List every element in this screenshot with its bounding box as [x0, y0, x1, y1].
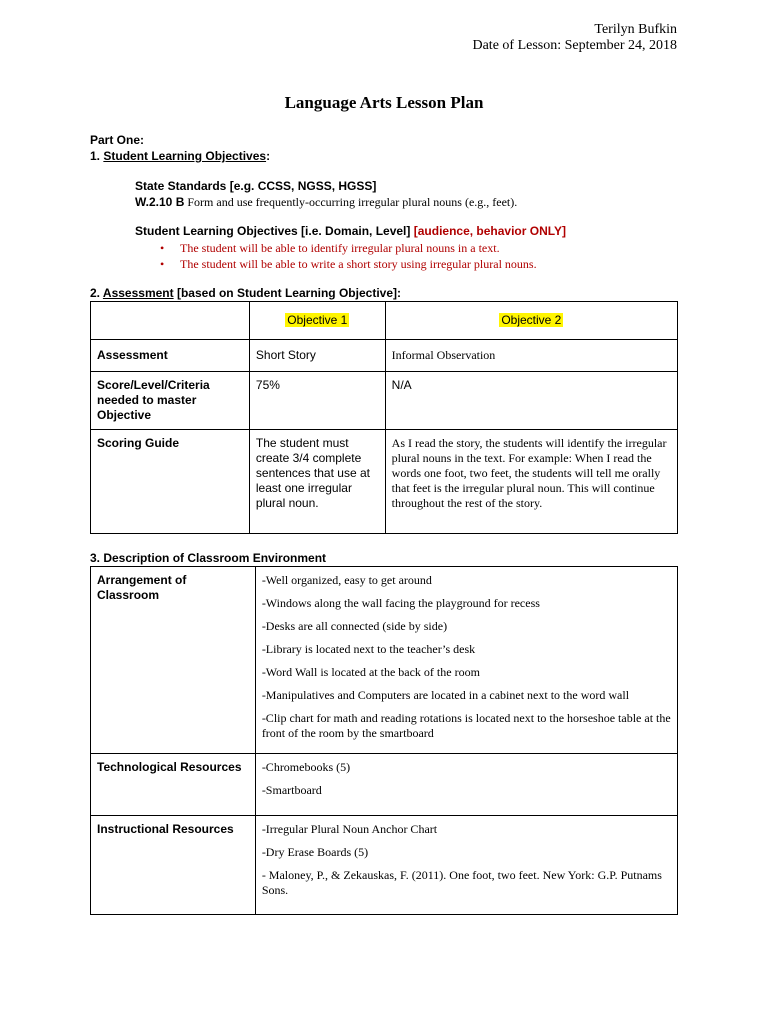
table-row — [91, 567, 678, 754]
row-label: Assessment — [91, 340, 250, 372]
author-name: Terilyn Bufkin — [594, 22, 677, 37]
table-cell: Short Story — [249, 340, 385, 372]
row-label: Scoring Guide — [91, 430, 250, 534]
page-title: Language Arts Lesson Plan — [284, 93, 484, 112]
table-header-cell — [385, 302, 677, 340]
table-cell — [255, 816, 677, 915]
section-2-label: Assessment — [102, 286, 174, 300]
list-item: -Irregular Plural Noun Anchor Chart — [261, 822, 438, 836]
section-1-colon: : — [266, 149, 271, 163]
list-item: -Dry Erase Boards (5) — [261, 845, 369, 859]
objectives-heading: Student Learning Objectives [i.e. Domain, Level] — [135, 224, 411, 238]
table-cell: The student must create 3/4 complete sentences that use at least one irregular plural noun. — [249, 430, 385, 534]
section-2-number: 2. — [90, 286, 101, 300]
list-item: -Smartboard — [261, 783, 322, 797]
section-2-note: [based on Student Learning Objective]: — [176, 286, 401, 300]
standard-code: W.2.10 B — [135, 195, 185, 209]
objective-item: • The student will be able to write a short story using irregular plural nouns. — [160, 256, 537, 272]
table-row — [91, 816, 678, 915]
objective-2-header: Objective 2 — [501, 313, 562, 327]
table-cell: N/A — [385, 372, 677, 430]
list-item: -Word Wall is located at the back of the room — [261, 665, 480, 679]
list-item: -Desks are all connected (side by side) — [261, 619, 448, 633]
objectives-heading-line — [135, 224, 566, 238]
row-label: Technological Resources — [91, 754, 256, 816]
section-3-heading: 3. Description of Classroom Environment — [90, 551, 327, 565]
list-item: -Well organized, easy to get around — [261, 573, 432, 587]
table-row — [91, 340, 678, 372]
lesson-date: Date of Lesson: September 24, 2018 — [472, 38, 677, 53]
row-label: Score/Level/Criteria needed to master Objective — [91, 372, 250, 430]
standard-text: Form and use frequently-occurring irregular plural nouns (e.g., feet). — [187, 195, 518, 209]
list-item: -Clip chart for math and reading rotations is located next to the horseshoe table at the front of the room by the smartboard — [261, 711, 671, 740]
section-2-heading — [90, 286, 401, 300]
section-1-heading — [90, 149, 270, 163]
environment-table — [90, 566, 678, 915]
table-row — [91, 430, 678, 534]
standard-line — [135, 195, 517, 210]
objectives-list — [160, 240, 537, 272]
section-1-label: Student Learning Objectives — [103, 149, 267, 163]
table-cell-empty — [91, 302, 250, 340]
objective-1-header: Objective 1 — [287, 313, 348, 327]
table-header-cell — [249, 302, 385, 340]
list-item: - Maloney, P., & Zekauskas, F. (2011). One foot, two feet. New York: G.P. Putnams Sons. — [261, 868, 662, 897]
row-label: Instructional Resources — [91, 816, 256, 915]
table-row — [91, 754, 678, 816]
list-item: -Library is located next to the teacher’s desk — [261, 642, 476, 656]
row-label: Arrangement of Classroom — [91, 567, 256, 754]
objective-item: • The student will be able to identify irregular plural nouns in a text. — [160, 240, 537, 256]
section-1-number: 1. — [90, 149, 101, 163]
standards-heading: State Standards [e.g. CCSS, NGSS, HGSS] — [135, 179, 377, 193]
table-cell: 75% — [249, 372, 385, 430]
table-cell: As I read the story, the students will identify the irregular plural nouns in the text. For example: When I read the words one foot, two feet, the students will tell me orally that feet is the irregular plural noun. This will continue throughout the rest of the story. — [385, 430, 677, 534]
table-cell: Informal Observation — [385, 340, 677, 372]
table-row — [91, 372, 678, 430]
part-one-label: Part One: — [90, 133, 145, 147]
table-cell — [255, 567, 677, 754]
table-header-row — [91, 302, 678, 340]
list-item: -Manipulatives and Computers are located in a cabinet next to the word wall — [261, 688, 630, 702]
assessment-table — [90, 301, 678, 534]
list-item: -Windows along the wall facing the playground for recess — [261, 596, 540, 610]
objectives-note: [audience, behavior ONLY] — [413, 224, 566, 238]
list-item: -Chromebooks (5) — [261, 760, 351, 774]
table-cell — [255, 754, 677, 816]
